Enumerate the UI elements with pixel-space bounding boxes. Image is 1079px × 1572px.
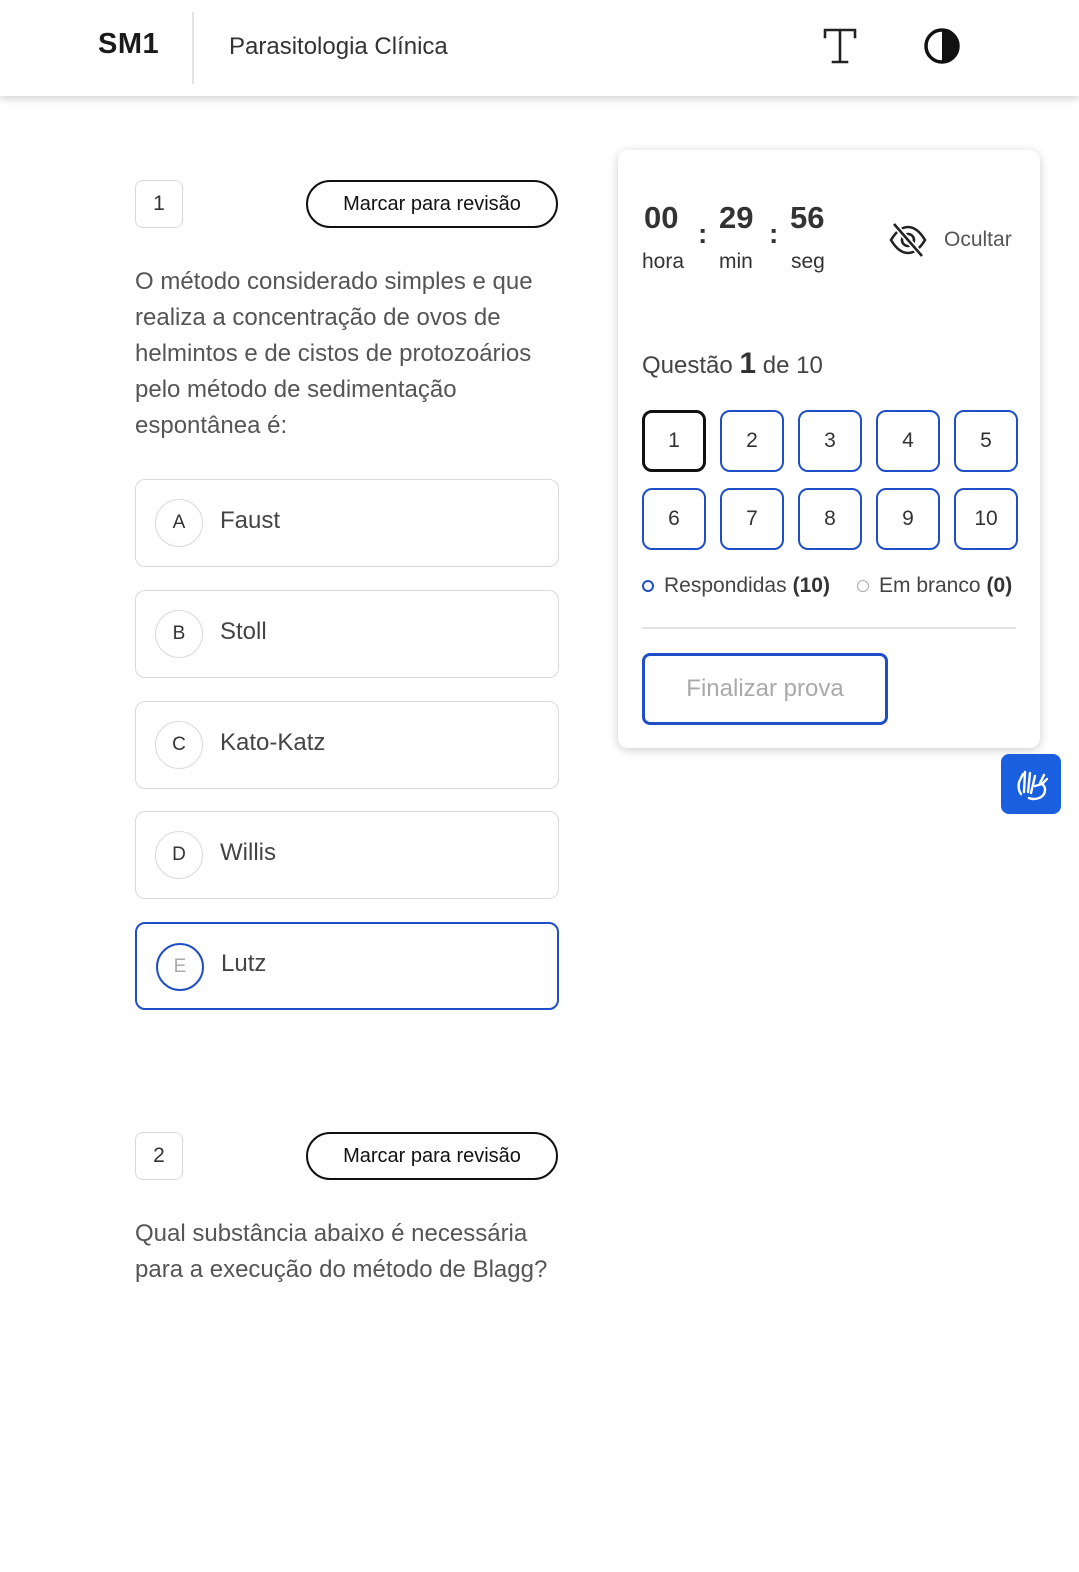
question-counter-prefix: Questão [642,352,733,379]
blank-dot-icon [857,580,869,592]
eye-off-icon [888,220,928,260]
question-nav-8[interactable]: 8 [798,488,862,550]
question-nav-6[interactable]: 6 [642,488,706,550]
panel-divider [642,627,1016,629]
answered-dot-icon [642,580,654,592]
hide-timer-button[interactable] [888,218,1024,262]
answer-option-c[interactable] [135,701,559,789]
header-divider [192,12,194,84]
mark-for-review-button[interactable]: Marcar para revisão [306,180,558,228]
top-header [0,0,1079,96]
blank-label: Em branco [879,574,981,597]
answered-count: (10) [792,574,830,597]
question-nav-4[interactable]: 4 [876,410,940,472]
answer-option-d[interactable] [135,811,559,899]
timer-separator: : [769,218,779,249]
answer-option-a[interactable] [135,479,559,567]
question-number-badge: 1 [135,180,183,228]
timer-minutes: 29 [719,200,754,235]
legend-blank [857,574,1012,598]
option-text: Willis [220,839,276,866]
sign-language-hands-icon [1011,764,1051,804]
option-letter: B [155,610,203,658]
legend-answered [642,574,830,598]
timer-hours: 00 [644,200,679,235]
question-text: Qual substância abaixo é necessária para a execução do método de Blagg? [135,1220,548,1283]
course-title: Parasitologia Clínica [229,33,448,60]
answer-option-e[interactable] [135,922,559,1010]
answered-label: Respondidas [664,574,787,597]
finish-exam-button[interactable]: Finalizar prova [642,653,888,725]
option-text: Stoll [220,618,267,645]
timer-separator: : [698,218,708,249]
contrast-icon[interactable] [922,26,962,66]
timer-hours-label: hora [642,250,685,273]
question-counter [642,347,823,381]
option-letter: D [155,831,203,879]
option-text: Lutz [221,950,267,977]
question-nav-10[interactable]: 10 [954,488,1018,550]
option-letter: C [155,721,203,769]
option-text: Faust [220,507,281,534]
question-number-badge: 2 [135,1132,183,1180]
question-counter-current: 1 [739,347,757,380]
question-counter-suffix: de 10 [762,352,823,379]
font-size-icon[interactable] [820,24,860,68]
question-nav-5[interactable]: 5 [954,410,1018,472]
option-letter: A [155,499,203,547]
question-nav-3[interactable]: 3 [798,410,862,472]
question-nav-1[interactable]: 1 [642,410,706,472]
timer-seconds-label: seg [791,250,825,273]
answer-option-b[interactable] [135,590,559,678]
option-letter: E [156,943,204,991]
timer-minutes-label: min [719,250,753,273]
hide-timer-label: Ocultar [944,228,1012,251]
question-text: O método considerado simples e que realiza a concentração de ovos de helmintos e de cistos de protozoários pelo método de sedimentação espontânea é: [135,268,533,439]
question-nav-7[interactable]: 7 [720,488,784,550]
timer-seconds: 56 [790,200,825,235]
mark-for-review-button[interactable]: Marcar para revisão [306,1132,558,1180]
brand-logo: SM1 [98,28,160,60]
blank-count: (0) [986,574,1013,597]
option-text: Kato-Katz [220,729,326,756]
question-nav-2[interactable]: 2 [720,410,784,472]
sign-language-button[interactable] [1001,754,1061,814]
question-nav-9[interactable]: 9 [876,488,940,550]
exam-status-panel [618,150,1040,748]
